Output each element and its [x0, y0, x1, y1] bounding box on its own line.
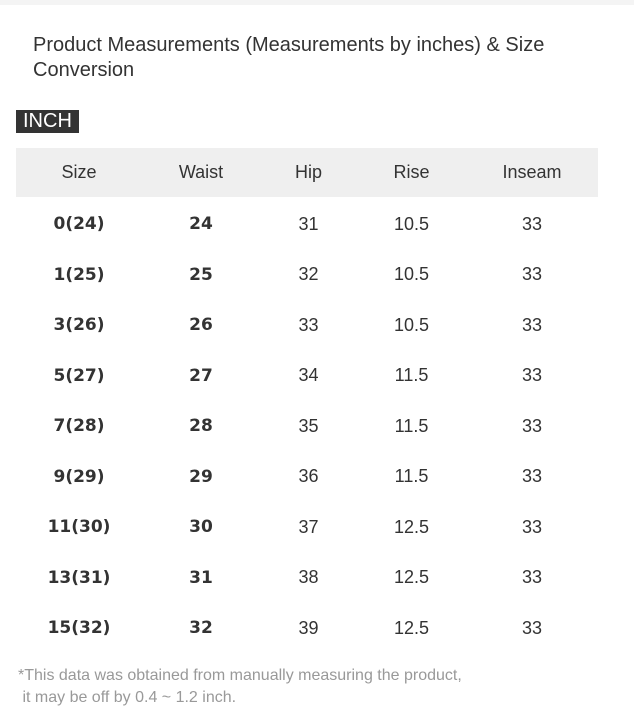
cell-size: 9(29) — [53, 466, 105, 487]
cell-inseam: 33 — [521, 617, 543, 638]
table-body — [16, 197, 598, 654]
cell-inseam: 33 — [521, 314, 543, 335]
table-row — [16, 502, 598, 553]
cell-size: 11(30) — [47, 517, 111, 538]
cell-waist: 25 — [189, 264, 213, 285]
footnote-line-1: *This data was obtained from manually measuring the product, — [18, 667, 462, 684]
cell-hip: 31 — [298, 213, 319, 234]
cell-size: 13(31) — [47, 567, 111, 588]
cell-inseam: 33 — [521, 516, 543, 537]
header-inseam: Inseam — [466, 148, 598, 197]
cell-waist: 26 — [189, 315, 213, 336]
header-size: Size — [16, 148, 142, 197]
cell-rise: 11.5 — [394, 365, 429, 386]
header-hip: Hip — [260, 148, 357, 197]
cell-size: 1(25) — [53, 264, 105, 285]
cell-rise: 10.5 — [393, 213, 430, 234]
cell-rise: 12.5 — [393, 617, 430, 638]
footnote-line-2: it may be off by 0.4 ~ 1.2 inch. — [18, 689, 237, 706]
cell-waist: 32 — [189, 618, 213, 639]
table-row — [16, 351, 598, 402]
cell-hip: 37 — [298, 516, 319, 537]
measurement-footnote — [18, 665, 618, 709]
cell-hip: 39 — [298, 617, 319, 638]
cell-rise: 12.5 — [393, 516, 430, 537]
cell-rise: 12.5 — [393, 567, 430, 588]
table-row — [16, 300, 598, 351]
cell-size: 3(26) — [53, 315, 105, 336]
table-row — [16, 553, 598, 604]
cell-inseam: 33 — [521, 213, 543, 234]
cell-size: 5(27) — [53, 365, 105, 386]
cell-size: 7(28) — [53, 416, 105, 437]
table-row — [16, 401, 598, 452]
cell-waist: 30 — [189, 517, 213, 538]
cell-hip: 38 — [298, 567, 319, 588]
cell-hip: 35 — [298, 415, 319, 436]
table-row — [16, 197, 598, 250]
cell-waist: 24 — [189, 214, 213, 235]
cell-hip: 36 — [298, 466, 319, 487]
cell-inseam: 33 — [521, 466, 543, 487]
table-header — [16, 148, 598, 197]
cell-inseam: 33 — [521, 415, 543, 436]
cell-hip: 32 — [298, 264, 319, 285]
cell-hip: 33 — [298, 314, 319, 335]
header-rise: Rise — [357, 148, 466, 197]
table-row — [16, 250, 598, 301]
page-title: Product Measurements (Measurements by inches) & Size Conversion — [33, 34, 545, 81]
top-divider-strip — [0, 0, 634, 5]
cell-inseam: 33 — [521, 264, 543, 285]
cell-inseam: 33 — [521, 365, 543, 386]
cell-waist: 27 — [189, 365, 213, 386]
cell-waist: 28 — [189, 416, 213, 437]
size-chart-table — [16, 148, 598, 654]
cell-rise: 11.5 — [394, 466, 429, 487]
cell-waist: 31 — [189, 567, 213, 588]
cell-size: 0(24) — [53, 214, 105, 235]
cell-waist: 29 — [189, 466, 213, 487]
cell-rise: 11.5 — [394, 415, 429, 436]
cell-hip: 34 — [298, 365, 319, 386]
cell-inseam: 33 — [521, 567, 543, 588]
cell-size: 15(32) — [47, 618, 111, 639]
table-row — [16, 603, 598, 654]
table-header-row — [16, 148, 598, 197]
unit-badge: INCH — [16, 110, 79, 133]
cell-rise: 10.5 — [393, 314, 430, 335]
table-row — [16, 452, 598, 503]
header-waist: Waist — [142, 148, 260, 197]
cell-rise: 10.5 — [393, 264, 430, 285]
